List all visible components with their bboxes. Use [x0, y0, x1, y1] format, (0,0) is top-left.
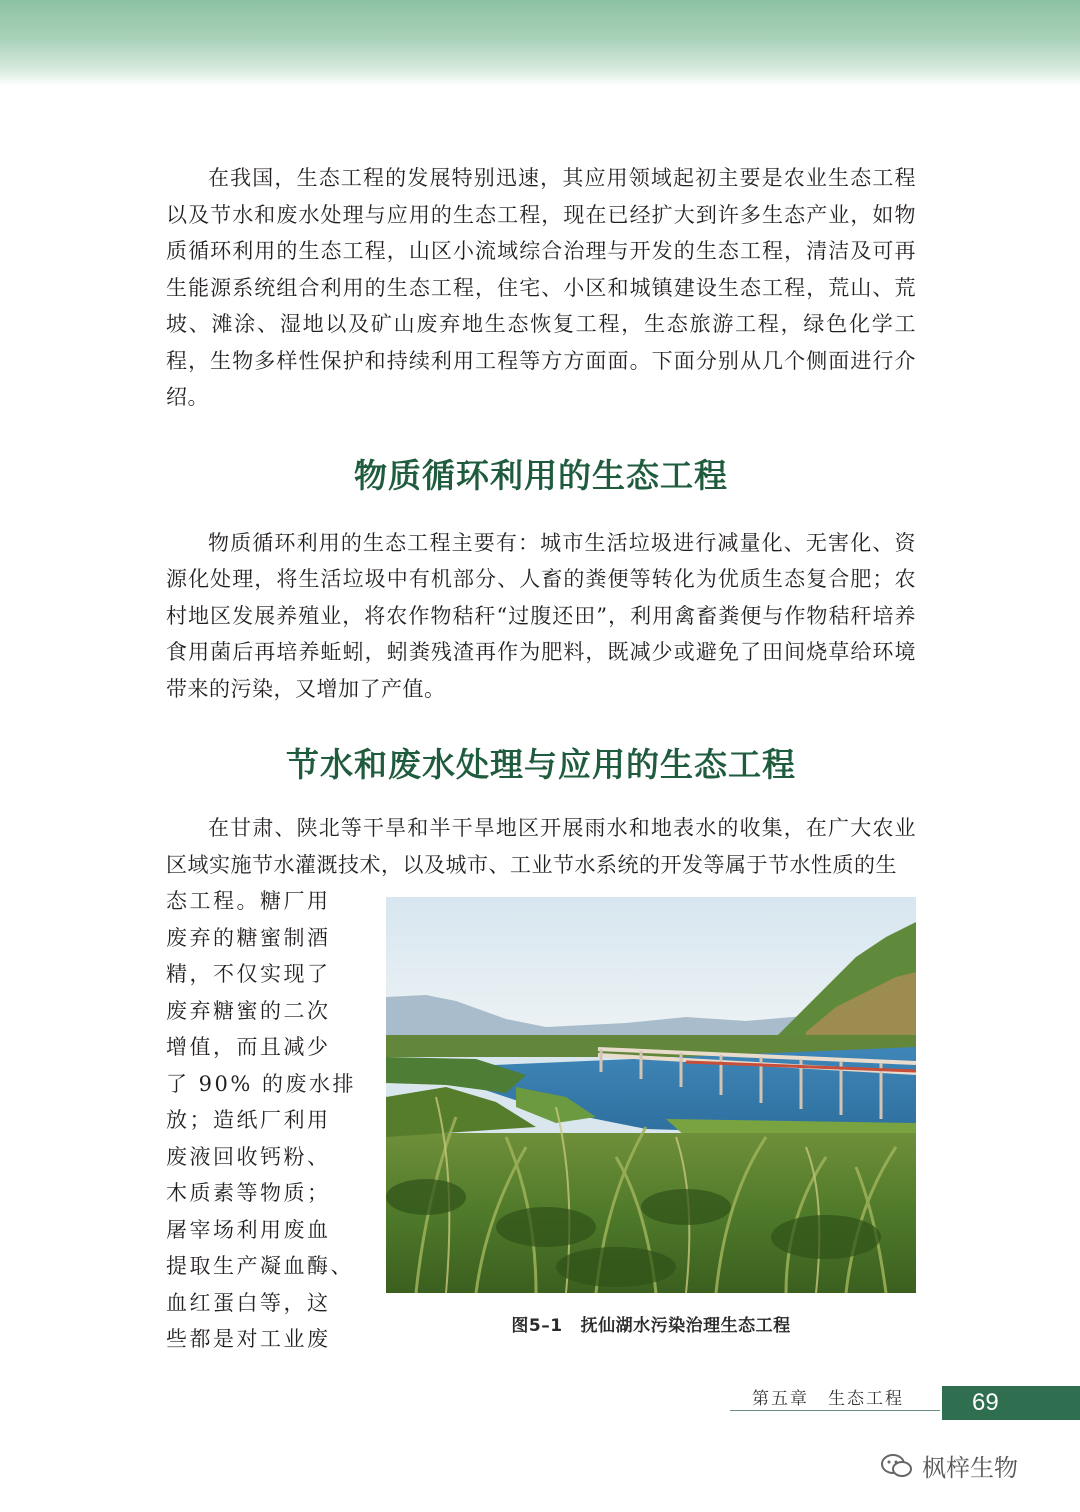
text-line: 放；造纸厂利用	[166, 1108, 331, 1132]
text-line: 废液回收钙粉、	[166, 1144, 331, 1169]
lake-photo	[386, 897, 916, 1293]
page-content	[166, 160, 916, 1363]
wechat-icon	[880, 1452, 914, 1480]
text-line: 精，不仅实现了	[166, 962, 331, 986]
chapter-label: 第五章 生态工程	[752, 1389, 904, 1409]
section-title-material-cycle: 物质循环利用的生态工程	[354, 455, 728, 495]
watermark-text: 枫梓生物	[922, 1454, 1018, 1482]
material-cycle-paragraph: 物质循环利用的生态工程主要有：城市生活垃圾进行减量化、无害化、资源化处理，将生活垃圾中有机部分、人畜的粪便等转化为优质生态复合肥；农村地区发展养殖业，将农作物秸秆“过腹还田”，利用禽畜粪便与作物秸秆培养食用菌后再培养蚯蚓，蚓粪残渣再作为肥料，既减少或避免了田间烧草给环境带来的污染，又增加了产值。	[166, 530, 916, 701]
header-band	[0, 0, 1080, 86]
text-line: 废弃的糖蜜制酒	[166, 925, 331, 950]
text-line: 废弃糖蜜的二次	[166, 998, 331, 1023]
intro-paragraph: 在我国，生态工程的发展特别迅速，其应用领域起初主要是农业生态工程以及节水和废水处理与应用的生态工程，现在已经扩大到许多生态产业，如物质循环利用的生态工程，山区小流域综合治理与开发的生态工程，清洁及可再生能源系统组合利用的生态工程，住宅、小区和城镇建设生态工程，荒山、荒坡、滩涂、湿地以及矿山废弃地生态恢复工程，生态旅游工程，绿色化学工程，生物多样性保护和持续利用工程等方方面面。下面分别从几个侧面进行介绍。	[166, 166, 916, 409]
text-with-figure	[166, 883, 916, 1363]
text-line: 木质素等物质；	[166, 1181, 331, 1205]
wrapped-text-column	[166, 883, 357, 1358]
text-line: 提取生产凝血酶、	[166, 1254, 354, 1278]
figure-number: 图5–1	[511, 1316, 563, 1336]
text-line: 些都是对工业废	[166, 1327, 331, 1351]
text-line: 屠宰场利用废血	[166, 1217, 331, 1242]
page-number: 69	[942, 1386, 1080, 1420]
watermark	[880, 1448, 1018, 1483]
text-line: 增值，而且减少	[166, 1035, 331, 1059]
section-title-water-saving: 节水和废水处理与应用的生态工程	[286, 745, 796, 784]
lake-illustration	[386, 897, 916, 1293]
figure-5-1	[386, 897, 916, 1336]
text-line: 了 90% 的废水排	[166, 1071, 357, 1096]
footer-rule	[730, 1410, 940, 1411]
text-line: 血红蛋白等，这	[166, 1290, 331, 1315]
water-saving-paragraph: 在甘肃、陕北等干旱和半干旱地区开展雨水和地表水的收集，在广大农业区域实施节水灌溉技术，以及城市、工业节水系统的开发等属于节水性质的生	[166, 816, 916, 877]
text-line: 态工程。糖厂用	[166, 889, 331, 913]
figure-caption	[386, 1311, 916, 1336]
figure-caption-text: 抚仙湖水污染治理生态工程	[580, 1316, 791, 1336]
